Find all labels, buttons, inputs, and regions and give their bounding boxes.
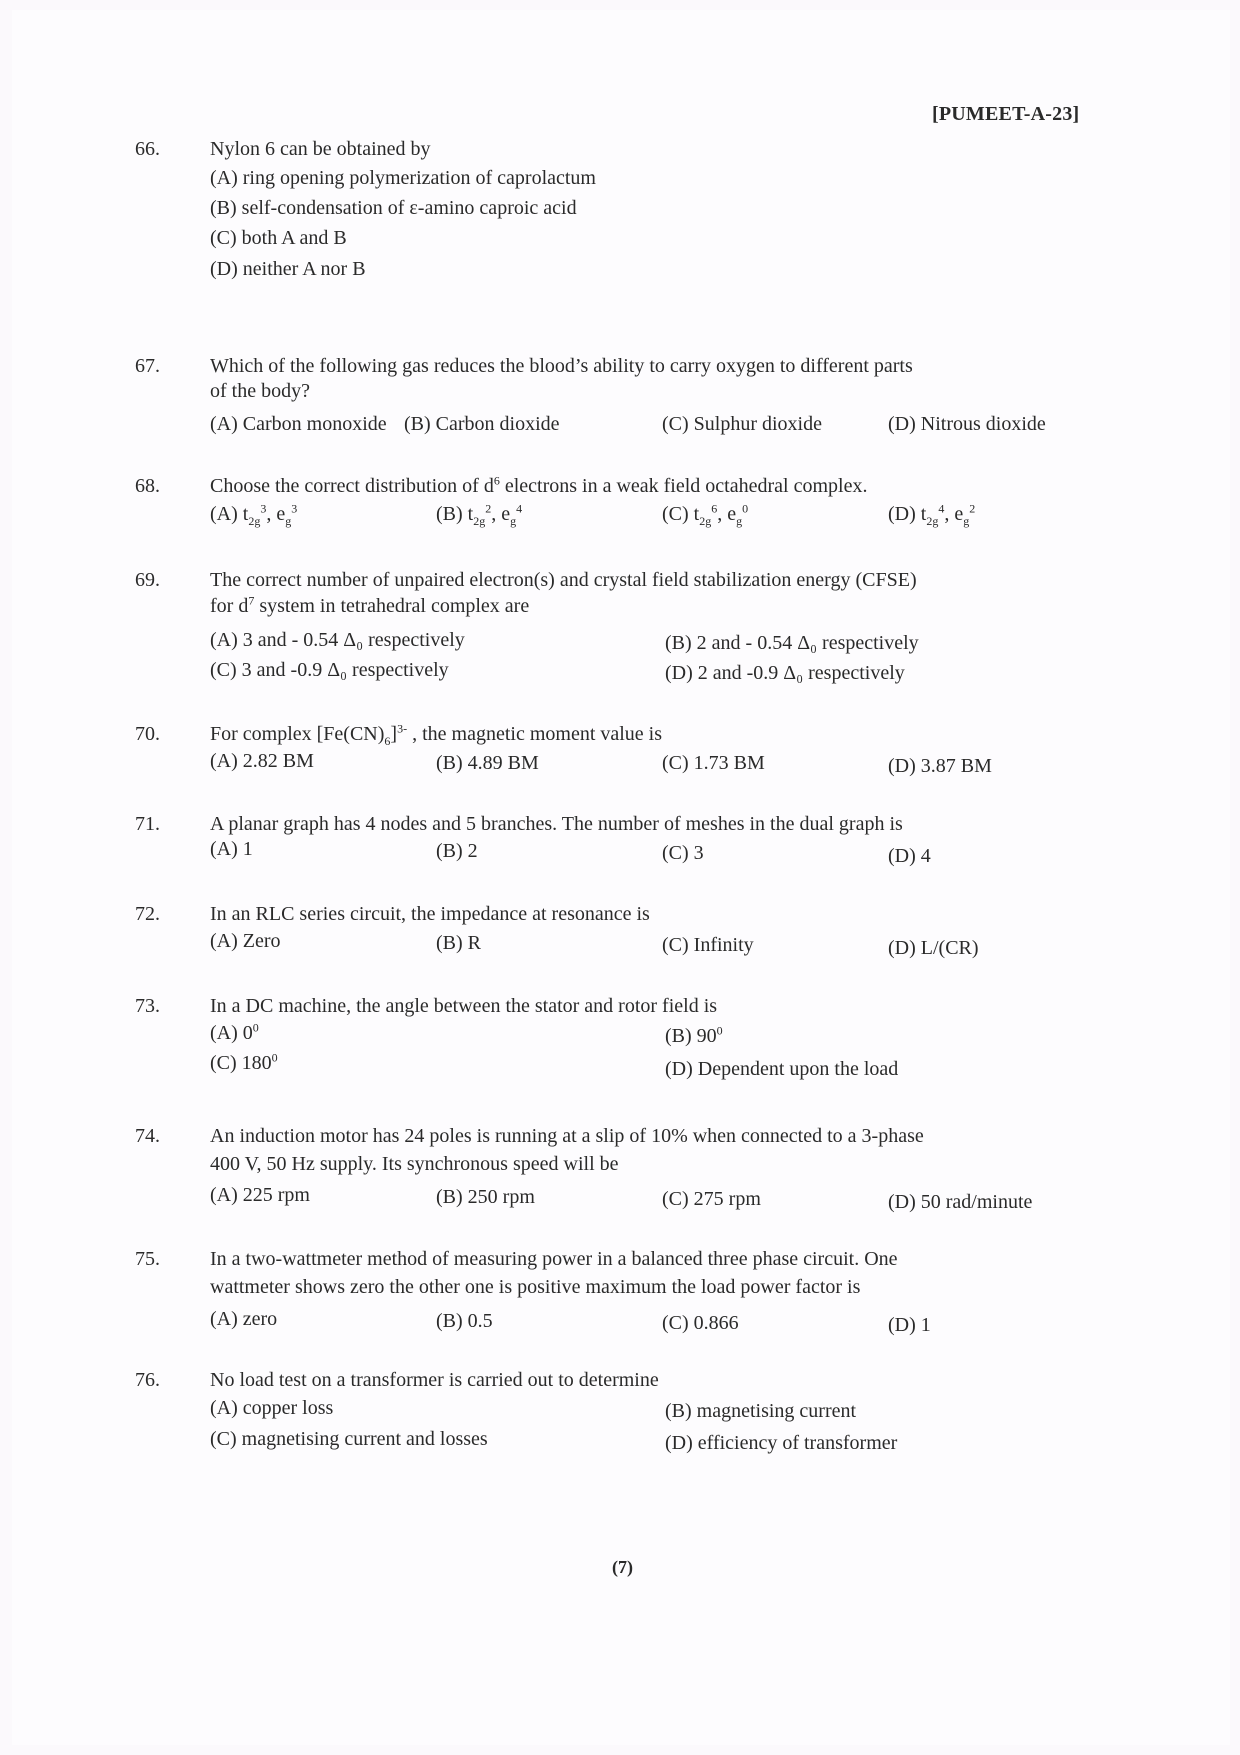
option-c: (C) Sulphur dioxide xyxy=(662,413,822,435)
question-text: In a DC machine, the angle between the stator and rotor field is xyxy=(210,995,718,1017)
option-d: (D) 50 rad/minute xyxy=(888,1191,1033,1213)
question-number: 72. xyxy=(135,903,160,925)
option-c: (C) 275 rpm xyxy=(662,1188,761,1210)
option-d: (D) $t_{2g}^4$, $e_g^2$ xyxy=(888,501,976,528)
option-a: (A) 3 and - 0.54 Δ₀ respectively xyxy=(210,629,465,651)
option-d: (D) 1 xyxy=(888,1314,931,1336)
question-number: 76. xyxy=(135,1369,160,1391)
exam-code-header: [PUMEET-A-23] xyxy=(932,103,1080,125)
option-d: (D) efficiency of transformer xyxy=(665,1432,898,1454)
question-text-line-2: wattmeter shows zero the other one is positive maximum the load power factor is xyxy=(210,1276,861,1298)
option-c: (C) 0.866 xyxy=(662,1312,739,1334)
option-b: (B) $90^0$ xyxy=(665,1023,723,1047)
question-text: A planar graph has 4 nodes and 5 branches. The number of meshes in the dual graph is xyxy=(210,813,903,835)
question-text: For complex $[Fe(CN)_6]^{3-}$ , the magnetic moment value is xyxy=(210,721,663,748)
question-text-line-2: 400 V, 50 Hz supply. Its synchronous speed will be xyxy=(210,1153,619,1175)
option-a: (A) 225 rpm xyxy=(210,1184,310,1206)
question-number: 67. xyxy=(135,355,160,377)
question-text: In an RLC series circuit, the impedance at resonance is xyxy=(210,903,650,925)
option-b: (B) magnetising current xyxy=(665,1400,857,1422)
option-d: (D) neither A nor B xyxy=(210,258,366,280)
option-b: (B) Carbon dioxide xyxy=(404,413,560,435)
question-text-line-2: of the body? xyxy=(210,380,310,402)
question-text-line-1: Which of the following gas reduces the blood’s ability to carry oxygen to different parts xyxy=(210,355,913,377)
option-b: (B) 2 and - 0.54 Δ₀ respectively xyxy=(665,632,919,654)
question-number: 73. xyxy=(135,995,160,1017)
option-a: (A) copper loss xyxy=(210,1397,334,1419)
option-c: (C) 1.73 BM xyxy=(662,752,765,774)
option-c: (C) $180^0$ xyxy=(210,1050,278,1074)
option-b: (B) $t_{2g}^2$, $e_g^4$ xyxy=(436,501,523,528)
option-b: (B) R xyxy=(436,932,481,954)
option-c: (C) 3 xyxy=(662,842,704,864)
option-d: (D) 2 and -0.9 Δ₀ respectively xyxy=(665,662,905,684)
option-a: (A) Carbon monoxide xyxy=(210,413,387,435)
option-c: (C) both A and B xyxy=(210,227,347,249)
option-a: (A) $0^0$ xyxy=(210,1020,259,1044)
question-number: 70. xyxy=(135,723,160,745)
option-d: (D) Nitrous dioxide xyxy=(888,413,1046,435)
question-text: Choose the correct distribution of $d^6$ electrons in a weak field octahedral complex. xyxy=(210,473,868,497)
option-c: (C) 3 and -0.9 Δ₀ respectively xyxy=(210,659,449,681)
option-b: (B) self-condensation of ε-amino caproic acid xyxy=(210,197,577,219)
question-text-line-2: for $d^7$ system in tetrahedral complex are xyxy=(210,593,530,617)
option-a: (A) $t_{2g}^3$, $e_g^3$ xyxy=(210,501,298,528)
question-text-line-1: An induction motor has 24 poles is running at a slip of 10% when connected to a 3-phase xyxy=(210,1125,924,1147)
question-text-line-1: In a two-wattmeter method of measuring power in a balanced three phase circuit. One xyxy=(210,1248,898,1270)
question-number: 74. xyxy=(135,1125,160,1147)
option-c: (C) magnetising current and losses xyxy=(210,1428,488,1450)
option-b: (B) 0.5 xyxy=(436,1310,493,1332)
page-number: (7) xyxy=(612,1557,633,1577)
exam-page xyxy=(12,10,1230,1745)
question-number: 68. xyxy=(135,475,160,497)
option-a: (A) zero xyxy=(210,1308,278,1330)
option-b: (B) 4.89 BM xyxy=(436,752,539,774)
option-d: (D) 3.87 BM xyxy=(888,755,992,777)
option-a: (A) 1 xyxy=(210,838,253,860)
question-text: Nylon 6 can be obtained by xyxy=(210,138,431,160)
option-c: (C) Infinity xyxy=(662,934,754,956)
question-number: 69. xyxy=(135,569,160,591)
option-b: (B) 250 rpm xyxy=(436,1186,535,1208)
option-d: (D) Dependent upon the load xyxy=(665,1058,899,1080)
option-c: (C) $t_{2g}^6$, $e_g^0$ xyxy=(662,501,749,528)
option-a: (A) 2.82 BM xyxy=(210,750,314,772)
question-number: 71. xyxy=(135,813,160,835)
question-text-line-1: The correct number of unpaired electron(s) and crystal field stabilization energy (CFSE) xyxy=(210,569,917,591)
option-d: (D) 4 xyxy=(888,845,931,867)
question-number: 66. xyxy=(135,138,160,160)
option-a: (A) ring opening polymerization of caprolactum xyxy=(210,167,596,189)
question-number: 75. xyxy=(135,1248,160,1270)
option-b: (B) 2 xyxy=(436,840,478,862)
question-text: No load test on a transformer is carried out to determine xyxy=(210,1369,659,1391)
option-a: (A) Zero xyxy=(210,930,281,952)
option-d: (D) L/(CR) xyxy=(888,937,979,959)
